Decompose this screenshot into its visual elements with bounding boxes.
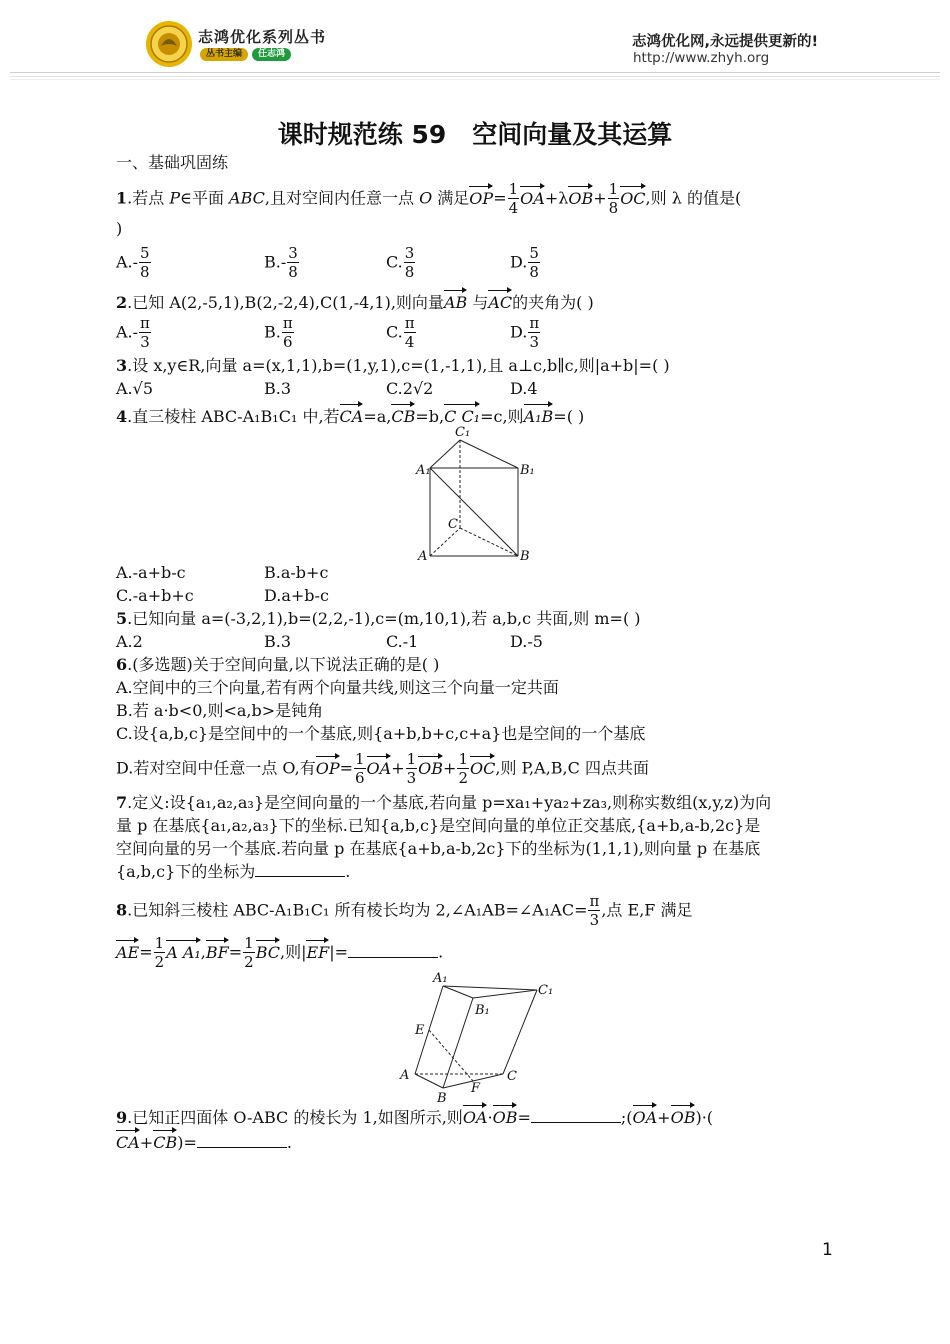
label-a1: A₁ bbox=[416, 463, 431, 478]
q2-text: 的夹角为( ) bbox=[512, 293, 594, 312]
label-c: C bbox=[507, 1069, 517, 1084]
vector-cb: CB bbox=[153, 1128, 177, 1154]
q1-option-a[interactable]: A.- $\frac{5}{8}$ bbox=[116, 244, 150, 281]
q4-text: =a, bbox=[363, 407, 392, 426]
fraction: $\frac{5}{8}$ bbox=[529, 244, 539, 281]
q7-text: . bbox=[345, 862, 351, 881]
vector-ob: OB bbox=[671, 1103, 696, 1129]
q4-option-c[interactable]: C.-a+b+c bbox=[116, 586, 194, 605]
q9-text: ;( bbox=[620, 1108, 633, 1127]
fraction: $\frac{\pi}{3}$ bbox=[589, 892, 600, 929]
answer-blank[interactable] bbox=[531, 1108, 621, 1123]
vector-oa: OA bbox=[463, 1103, 488, 1129]
badge-editor-name: 任志鸿 bbox=[252, 48, 291, 61]
q4-option-a[interactable]: A.-a+b-c bbox=[116, 563, 186, 582]
q8-text: , bbox=[200, 942, 206, 962]
vector-ef: EF bbox=[306, 938, 329, 964]
vector-oc: OC bbox=[620, 184, 645, 210]
q2-option-c[interactable]: C. $\frac{\pi}{4}$ bbox=[386, 314, 415, 351]
q8-text: |= bbox=[329, 942, 349, 962]
label-c: C bbox=[448, 517, 458, 532]
q4-text: =( ) bbox=[553, 407, 585, 426]
q7-line-3: 空间向量的另一个基底.若向量 p 在基底{a+b,a-b,2c}下的坐标为(1,1,1),则向量 p 在基底 bbox=[116, 839, 761, 858]
label-a1: A₁ bbox=[433, 971, 448, 986]
header-divider bbox=[10, 76, 940, 77]
question-2 bbox=[116, 288, 594, 314]
vector-ca: CA bbox=[340, 402, 364, 428]
vector-ca: CA bbox=[116, 1128, 140, 1154]
q3-option-b[interactable]: B.3 bbox=[264, 379, 292, 398]
q9-text: . bbox=[286, 1133, 292, 1152]
vector-ob: OB bbox=[568, 184, 593, 210]
q2-option-a[interactable]: A.- $\frac{\pi}{3}$ bbox=[116, 314, 150, 351]
question-number: 7 bbox=[116, 793, 128, 812]
question-number: 5 bbox=[116, 609, 128, 628]
q9-text: )·( bbox=[695, 1108, 714, 1127]
label-b: B bbox=[437, 1091, 447, 1106]
vector-cb: CB bbox=[391, 402, 415, 428]
q5-option-b[interactable]: B.3 bbox=[264, 632, 292, 651]
label-b1: B₁ bbox=[520, 463, 535, 478]
q6-text: .(多选题)关于空间向量,以下说法正确的是( ) bbox=[127, 655, 440, 674]
q3-option-c[interactable]: C.2√2 bbox=[386, 379, 434, 398]
label-e: E bbox=[415, 1023, 425, 1038]
q8-text: . bbox=[438, 942, 444, 962]
fraction: $\frac{1}{2}$ bbox=[244, 934, 254, 971]
q8-text: ,点 E,F 满足 bbox=[601, 900, 693, 920]
q2-option-d[interactable]: D. $\frac{\pi}{3}$ bbox=[510, 314, 540, 351]
fraction: $\frac{1}{2}$ bbox=[154, 934, 165, 971]
q9-text: = bbox=[517, 1108, 531, 1127]
answer-blank[interactable] bbox=[255, 862, 345, 877]
question-6 bbox=[116, 654, 439, 676]
q5-option-a[interactable]: A.2 bbox=[116, 632, 143, 651]
editor-badges bbox=[200, 48, 291, 61]
vector-ob: OB bbox=[493, 1103, 518, 1129]
question-8 bbox=[116, 894, 692, 928]
q2-option-b[interactable]: B. $\frac{\pi}{6}$ bbox=[264, 314, 293, 351]
fraction: $\frac{1}{8}$ bbox=[608, 180, 619, 217]
label-c1: C₁ bbox=[455, 425, 471, 440]
q2-text: .已知 A(2,-5,1),B(2,-2,4),C(1,-4,1),则向量 bbox=[127, 293, 444, 312]
header-slogan: 志鸿优化网,永远提供更新的! bbox=[632, 34, 819, 50]
q3-option-d[interactable]: D.4 bbox=[510, 379, 538, 398]
q7-text: .定义:设{a₁,a₂,a₃}是空间向量的一个基底,若向量 p=xa₁+ya₂+za₃,则称实数组(x,y,z)为向 bbox=[127, 793, 772, 812]
section-heading: 一、基础巩固练 bbox=[116, 153, 229, 172]
label-c1: C₁ bbox=[538, 983, 554, 998]
vector-bf: BF bbox=[206, 938, 229, 964]
badge-editor-label: 丛书主编 bbox=[200, 48, 248, 61]
header-divider bbox=[10, 79, 940, 80]
q9-line-2: CA+CB)= . bbox=[116, 1128, 292, 1154]
fraction: $\frac{\pi}{3}$ bbox=[140, 314, 150, 351]
question-number: 3 bbox=[116, 356, 128, 375]
q4-option-b[interactable]: B.a-b+c bbox=[264, 563, 329, 582]
header-divider bbox=[10, 72, 940, 73]
q1-text: ∈平面 bbox=[180, 188, 230, 208]
label-b: B bbox=[520, 549, 530, 564]
q3-text: .设 x,y∈R,向量 a=(x,1,1),b=(1,y,1),c=(1,-1,1),且 a⊥c,b∥c,则|a+b|=( ) bbox=[127, 356, 670, 375]
q6-option-a[interactable]: A.空间中的三个向量,若有两个向量共线,则这三个向量一定共面 bbox=[116, 678, 559, 697]
question-number: 1 bbox=[116, 188, 128, 208]
publisher-logo-icon bbox=[145, 20, 193, 68]
brand-name: 志鸿优化系列丛书 bbox=[198, 28, 327, 46]
q8-line-2: AE= $\frac{1}{2}$ A A₁,BF= $\frac{1}{2}$ BC,则|EF|= . bbox=[116, 934, 444, 971]
fraction: $\frac{\pi}{4}$ bbox=[404, 314, 415, 351]
q8-text: ,则| bbox=[280, 942, 307, 962]
q9-text: .已知正四面体 O-ABC 的棱长为 1,如图所示,则 bbox=[127, 1108, 463, 1127]
vector-oa: OA bbox=[367, 754, 392, 780]
q5-option-d[interactable]: D.-5 bbox=[510, 632, 543, 651]
vector-op: OP bbox=[469, 184, 493, 210]
q2-text: 与 bbox=[467, 293, 489, 312]
q6-text: D.若对空间中任意一点 O,有 bbox=[116, 758, 316, 778]
q7-line-4 bbox=[116, 861, 350, 883]
title-part-2: 空间向量及其运算 bbox=[472, 120, 673, 149]
q4-text: =c,则 bbox=[480, 407, 524, 426]
question-5 bbox=[116, 608, 641, 630]
fraction: $\frac{3}{8}$ bbox=[288, 244, 298, 281]
vector-oa: OA bbox=[520, 184, 545, 210]
q1-text: .若点 bbox=[127, 188, 170, 208]
q6-option-c[interactable]: C.设{a,b,c}是空间中的一个基底,则{a+b,b+c,c+a}也是空间的一个基底 bbox=[116, 724, 646, 743]
vector-aa1: A A₁ bbox=[166, 938, 201, 964]
answer-blank[interactable] bbox=[348, 943, 438, 958]
vector-ab: AB bbox=[444, 288, 467, 314]
q3-option-a[interactable]: A.√5 bbox=[116, 379, 154, 398]
question-number: 4 bbox=[116, 407, 128, 426]
q7-line-2: 量 p 在基底{a₁,a₂,a₃}下的坐标.已知{a,b,c}是空间向量的单位正交基底,{a+b,a-b,2c}是 bbox=[116, 816, 761, 835]
q7-text: {a,b,c}下的坐标为 bbox=[116, 862, 256, 881]
q8-text: .已知斜三棱柱 ABC-A₁B₁C₁ 所有棱长均为 2,∠A₁AB=∠A₁AC= bbox=[127, 900, 588, 920]
q9-text: )= bbox=[177, 1133, 197, 1152]
question-number: 8 bbox=[116, 900, 128, 920]
q6-option-d[interactable]: D.若对空间中任意一点 O,有OP= $\frac{1}{6}$ OA+ $\frac{1}{3}$ OB+ $\frac{1}{2}$ OC,则 P,A,B,C 四点共面 bbox=[116, 750, 649, 787]
q1-paren: ) bbox=[116, 219, 123, 238]
q1-option-b[interactable]: B.- $\frac{3}{8}$ bbox=[264, 244, 298, 281]
question-number: 2 bbox=[116, 293, 128, 312]
q5-text: .已知向量 a=(-3,2,1),b=(2,2,-1),c=(m,10,1),若 a,b,c 共面,则 m=( ) bbox=[127, 609, 641, 628]
title-part-1: 课时规范练 59 bbox=[277, 120, 447, 149]
question-7 bbox=[116, 792, 771, 814]
q1-option-d[interactable]: D. $\frac{5}{8}$ bbox=[510, 244, 539, 281]
q4-option-d[interactable]: D.a+b-c bbox=[264, 586, 329, 605]
question-number: 9 bbox=[116, 1108, 128, 1127]
fraction: $\frac{3}{8}$ bbox=[404, 244, 415, 281]
fraction: $\frac{\pi}{6}$ bbox=[282, 314, 293, 351]
header-url[interactable]: http://www.zhyh.org bbox=[633, 50, 770, 66]
q1-text: 满足 bbox=[432, 188, 470, 208]
fraction: $\frac{1}{6}$ bbox=[355, 750, 365, 787]
vector-a1b: A₁B bbox=[524, 402, 554, 428]
q4-text: .直三棱柱 ABC-A₁B₁C₁ 中,若 bbox=[127, 407, 340, 426]
fraction: $\frac{1}{2}$ bbox=[458, 750, 468, 787]
fraction: $\frac{1}{4}$ bbox=[508, 180, 519, 217]
vector-ob: OB bbox=[418, 754, 443, 780]
page-number: 1 bbox=[822, 1240, 833, 1260]
label-a: A bbox=[418, 549, 428, 564]
page-title bbox=[0, 115, 950, 151]
question-1: 1.若点 P∈平面 ABC,且对空间内任意一点 O 满足OP= $\frac{1}{4}$ OA+λOB+ $\frac{1}{8}$ OC,则 λ 的值是( bbox=[116, 180, 742, 217]
label-b1: B₁ bbox=[475, 1003, 490, 1018]
answer-blank[interactable] bbox=[197, 1133, 287, 1148]
fraction: $\frac{\pi}{3}$ bbox=[529, 314, 540, 351]
oblique-prism-figure bbox=[395, 970, 560, 1106]
vector-oc: OC bbox=[470, 754, 495, 780]
q4-text: =b, bbox=[415, 407, 445, 426]
q1-text: ,且对空间内任意一点 bbox=[264, 188, 420, 208]
question-3 bbox=[116, 355, 670, 377]
question-number: 6 bbox=[116, 655, 128, 674]
vector-oa: OA bbox=[633, 1103, 658, 1129]
q5-option-c[interactable]: C.-1 bbox=[386, 632, 419, 651]
q6-text: ,则 P,A,B,C 四点共面 bbox=[495, 758, 649, 778]
vector-cc1: C C₁ bbox=[444, 402, 480, 428]
page-header bbox=[0, 0, 950, 82]
q1-text: ,则 λ 的值是( bbox=[645, 188, 742, 208]
fraction: $\frac{5}{8}$ bbox=[140, 244, 150, 281]
vector-ac: AC bbox=[488, 288, 512, 314]
fraction: $\frac{1}{3}$ bbox=[406, 750, 417, 787]
vector-op: OP bbox=[316, 754, 340, 780]
prism-figure bbox=[410, 424, 540, 564]
q6-option-b[interactable]: B.若 a·b<0,则<a,b>是钝角 bbox=[116, 701, 324, 720]
label-f: F bbox=[471, 1081, 481, 1096]
question-9: 9.已知正四面体 O-ABC 的棱长为 1,如图所示,则OA·OB= ;(OA+OB)·( bbox=[116, 1103, 713, 1129]
q1-option-c[interactable]: C. $\frac{3}{8}$ bbox=[386, 244, 415, 281]
label-a: A bbox=[400, 1068, 410, 1083]
vector-bc: BC bbox=[256, 938, 280, 964]
vector-ae: AE bbox=[116, 938, 139, 964]
q9-text: · bbox=[487, 1108, 493, 1127]
